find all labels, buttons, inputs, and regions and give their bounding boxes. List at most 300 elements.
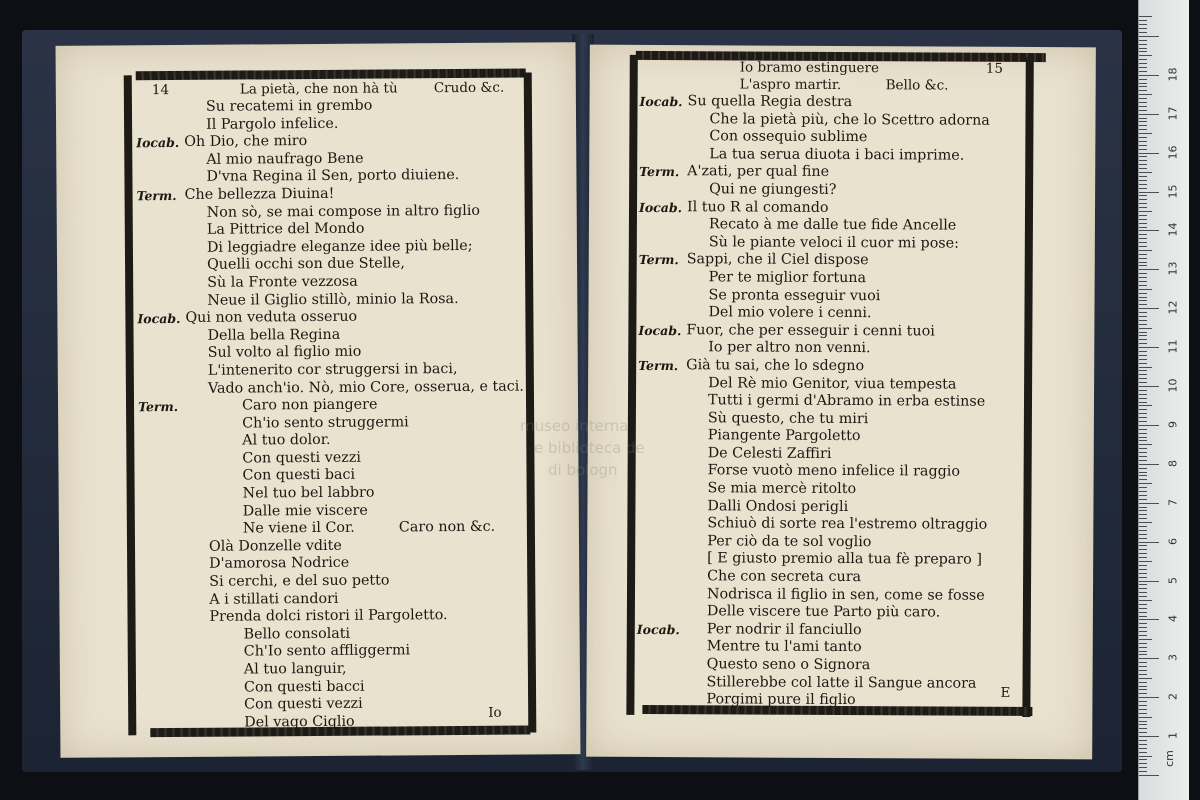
ruler-tick (1139, 269, 1159, 270)
ruler-tick (1139, 94, 1152, 95)
ruler-tick (1139, 48, 1147, 49)
ruler-tick (1139, 740, 1147, 741)
left-header-line: La pietà, che non hà tù (239, 80, 398, 98)
ruler-tick (1139, 335, 1147, 336)
ruler-tick (1139, 557, 1147, 558)
text-line (637, 550, 1027, 570)
ruler-tick (1139, 643, 1147, 644)
ruler-tick (1139, 771, 1147, 772)
ruler-tick (1139, 756, 1152, 757)
ruler-tick (1139, 724, 1147, 725)
ruler-tick (1139, 744, 1147, 745)
ruler-tick (1139, 409, 1147, 410)
ruler-tick (1139, 487, 1147, 488)
ruler-tick (1139, 289, 1152, 290)
text-line (638, 392, 1028, 412)
ruler-tick (1139, 530, 1147, 531)
watermark-line: di bologn (548, 461, 618, 479)
ruler-tick (1139, 510, 1147, 511)
ruler-tick (1139, 24, 1147, 25)
speaker-label: Iocab. (638, 199, 683, 215)
verse-text: Della bella Regina (207, 326, 341, 344)
text-line (637, 568, 1027, 588)
ruler-tick (1139, 545, 1147, 546)
ruler-tick (1139, 507, 1147, 508)
ruler-tick (1139, 343, 1147, 344)
ruler-tick (1139, 355, 1147, 356)
text-line (637, 586, 1027, 606)
ruler-tick (1139, 584, 1147, 585)
verse-text: A i stillati candori (209, 590, 339, 608)
text-line (140, 712, 530, 732)
verse-text: Mentre tu l'ami tanto (706, 638, 862, 656)
ruler-tick (1139, 102, 1147, 103)
ruler-tick (1139, 639, 1152, 640)
verse-text: D'vna Regina il Sen, porto diuiene. (206, 167, 460, 186)
ruler-tick (1139, 172, 1152, 173)
text-line (637, 638, 1027, 658)
left-page (56, 42, 581, 758)
ruler-tick (1139, 600, 1152, 601)
speaker-label: Term. (137, 399, 179, 415)
text-line (637, 621, 1027, 641)
ruler-number: 13 (1166, 261, 1180, 276)
ruler-tick (1139, 429, 1147, 430)
text-line (639, 234, 1029, 254)
ruler-tick (1139, 709, 1147, 710)
text-line (638, 374, 1028, 394)
text-line (637, 498, 1027, 518)
ruler-tick (1139, 526, 1147, 527)
text-line (636, 674, 1026, 694)
ruler-number: 1 (1166, 732, 1180, 740)
ruler-number: 11 (1166, 339, 1180, 354)
ruler-tick (1139, 405, 1152, 406)
ruler-tick (1139, 141, 1147, 142)
ruler-tick (1139, 573, 1147, 574)
text-line (638, 427, 1028, 447)
ruler-tick (1139, 125, 1147, 126)
ruler-tick (1139, 156, 1147, 157)
ruler-tick (1139, 654, 1147, 655)
ruler-tick (1139, 114, 1159, 115)
text-line (638, 304, 1028, 324)
ruler-tick (1139, 425, 1159, 426)
left-page-top-border (136, 69, 526, 81)
verse-text: Oh Dio, che miro (184, 133, 308, 151)
verse-text: Delle viscere tue Parto più caro. (706, 603, 941, 621)
ruler-tick (1139, 522, 1152, 523)
speaker-label: Iocab. (638, 322, 682, 338)
ruler-number: 6 (1166, 537, 1180, 545)
verse-text: D'amorosa Nodrice (209, 555, 350, 573)
ruler-unit: cm (1162, 750, 1176, 767)
verse-text: Per te miglior fortuna (708, 269, 867, 287)
ruler-tick (1139, 28, 1147, 29)
ruler-tick (1139, 106, 1147, 107)
ruler-tick (1139, 666, 1147, 667)
verse-text: Vado anch'io. Nò, mio Core, osserua, e taci. (207, 378, 524, 397)
ruler-tick (1139, 71, 1147, 72)
ruler-tick (1139, 215, 1147, 216)
ruler-tick (1139, 36, 1159, 37)
verse-text: La tua serua diuota i baci imprime. (709, 146, 965, 164)
ruler-tick (1139, 608, 1147, 609)
ruler-tick (1139, 581, 1159, 582)
verse-text: Forse vuotò meno infelice il raggio (707, 462, 960, 481)
ruler-tick (1139, 246, 1147, 247)
ruler-tick (1139, 662, 1147, 663)
ruler-tick (1139, 59, 1147, 60)
ruler-number: 5 (1166, 576, 1180, 584)
ruler-tick (1139, 538, 1147, 539)
verse-text: Bello consolati (243, 625, 351, 643)
text-line (639, 111, 1029, 131)
ruler-tick (1139, 386, 1159, 387)
ruler-tick (1139, 713, 1147, 714)
verse-text: Caro non piangere (241, 396, 378, 414)
ruler-tick (1139, 483, 1152, 484)
ruler-tick (1139, 456, 1147, 457)
ruler-tick (1139, 374, 1147, 375)
ruler-tick (1139, 160, 1147, 161)
ruler-tick (1139, 227, 1147, 228)
ruler-tick (1139, 452, 1147, 453)
ruler-tick (1139, 398, 1147, 399)
ruler-tick (1139, 281, 1147, 282)
ruler-tick (1139, 63, 1147, 64)
speaker-label: Term. (639, 164, 680, 180)
ruler-tick (1139, 192, 1159, 193)
text-line (639, 128, 1029, 148)
ruler-number: 8 (1166, 459, 1180, 467)
ruler-tick (1139, 728, 1147, 729)
speaker-label: Iocab. (137, 311, 181, 327)
ruler-tick (1139, 129, 1147, 130)
ruler-number: 15 (1166, 184, 1180, 198)
ruler-tick (1139, 203, 1147, 204)
ruler-number: 12 (1166, 300, 1180, 315)
ruler-tick (1139, 475, 1147, 476)
ruler-tick (1139, 433, 1147, 434)
ruler-tick (1139, 262, 1147, 263)
ruler-tick (1139, 273, 1147, 274)
text-line (638, 339, 1028, 359)
ruler-tick (1139, 378, 1147, 379)
text-line (637, 656, 1027, 676)
ruler-tick (1139, 616, 1147, 617)
verse-text: Sù le piante veloci il cuor mi pose: (708, 234, 959, 252)
ruler-tick (1139, 367, 1152, 368)
ruler-tick (1139, 693, 1147, 694)
verse-text: Neue il Giglio stillò, minio la Rosa. (207, 290, 459, 309)
ruler-tick (1139, 627, 1147, 628)
text-line (638, 410, 1028, 430)
verse-text: Io per altro non venni. (708, 339, 871, 357)
ruler-tick (1139, 324, 1147, 325)
ruler-tick (1139, 561, 1152, 562)
ruler-tick (1139, 184, 1147, 185)
verse-text: Al tuo languir, (243, 660, 347, 678)
ruler-tick (1139, 736, 1159, 737)
ruler-tick (1139, 444, 1152, 445)
text-line (639, 199, 1029, 219)
ruler-tick (1139, 316, 1147, 317)
ruler-tick (1139, 468, 1147, 469)
ruler-tick (1139, 137, 1147, 138)
ruler-tick (1139, 320, 1147, 321)
verse-text: Su recatemi in grembo (205, 97, 373, 115)
ruler-tick (1139, 647, 1147, 648)
ruler-tick (1139, 495, 1147, 496)
ruler-tick (1139, 285, 1147, 286)
ruler-tick (1139, 514, 1147, 515)
text-line (639, 269, 1029, 289)
ruler-tick (1139, 277, 1147, 278)
right-header-line-2: L'aspro martir. (739, 76, 842, 93)
ruler-number: 14 (1166, 222, 1180, 237)
ruler-tick (1139, 759, 1147, 760)
right-page-text (636, 93, 1029, 711)
verse-text: Nodrisca il figlio in sen, come se fosse (706, 585, 985, 604)
ruler-tick (1139, 635, 1147, 636)
ruler-tick (1139, 472, 1147, 473)
verse-text: Sul volto al figlio mio (207, 344, 362, 362)
ruler-tick (1139, 118, 1147, 119)
verse-text: Al tuo dolor. (242, 432, 331, 449)
measuring-ruler (1138, 0, 1189, 800)
verse-text: Qui non veduta osseruo (185, 308, 358, 327)
ruler-tick (1139, 775, 1159, 776)
ruler-tick (1139, 732, 1147, 733)
right-header-cue: Bello &c. (885, 77, 949, 94)
watermark (520, 415, 645, 481)
left-catchword: Io (488, 704, 502, 721)
ruler-tick (1139, 577, 1147, 578)
ruler-tick (1139, 297, 1147, 298)
ruler-tick (1139, 437, 1147, 438)
verse-text: Piangente Pargoletto (707, 427, 861, 445)
text-line (639, 251, 1029, 271)
ruler-tick (1139, 359, 1147, 360)
ruler-tick (1139, 164, 1147, 165)
ruler-tick (1139, 440, 1147, 441)
ruler-tick (1139, 207, 1147, 208)
ruler-tick (1139, 133, 1152, 134)
ruler-tick (1139, 382, 1147, 383)
ruler-tick (1139, 149, 1147, 150)
speaker-label: Iocab. (639, 93, 683, 110)
ruler-tick (1139, 518, 1147, 519)
ruler-tick (1139, 686, 1147, 687)
verse-text: Porgimi pure il figlio (706, 691, 856, 709)
text-line (638, 357, 1028, 377)
ruler-tick (1139, 464, 1159, 465)
ruler-tick (1139, 705, 1147, 706)
ruler-tick (1139, 312, 1147, 313)
ruler-tick (1139, 619, 1159, 620)
right-page-number: 15 (985, 60, 1003, 77)
verse-text: Quelli occhi son due Stelle, (206, 255, 405, 274)
verse-text: Tutti i germi d'Abramo in erba estinse (707, 392, 986, 410)
verse-text: Di leggiadre eleganze idee più belle; (206, 237, 473, 256)
ruler-tick (1139, 40, 1147, 41)
ruler-tick (1139, 623, 1147, 624)
verse-text: Fuor, che per esseguir i cenni tuoi (686, 321, 935, 340)
verse-text: [ E giusto premio alla tua fè preparo ] (707, 550, 982, 569)
speaker-label: Iocab. (136, 135, 180, 151)
ruler-tick (1139, 55, 1152, 56)
ruler-tick (1139, 499, 1147, 500)
right-page (586, 45, 1096, 760)
ruler-tick (1139, 176, 1147, 177)
ruler-tick (1139, 612, 1147, 613)
ruler-tick (1139, 304, 1147, 305)
verse-text: Sù questo, che tu miri (707, 409, 869, 427)
verse-text: Se mia mercè ritolto (707, 480, 857, 498)
ruler-tick (1139, 479, 1147, 480)
text-line (640, 93, 1030, 113)
text-line (638, 322, 1028, 342)
ruler-tick (1139, 549, 1147, 550)
ruler-tick (1139, 460, 1147, 461)
verse-text: Già tu sai, che lo sdegno (686, 357, 865, 375)
verse-text: Con questi vezzi (244, 695, 363, 713)
ruler-tick (1139, 188, 1147, 189)
ruler-tick (1139, 254, 1147, 255)
verse-text: Ne viene il Cor. (242, 519, 355, 537)
text-line (637, 480, 1027, 500)
ruler-tick (1139, 121, 1147, 122)
ruler-tick (1139, 180, 1147, 181)
ruler-tick (1139, 588, 1147, 589)
ruler-tick (1139, 195, 1147, 196)
verse-text: A'zati, per qual fine (687, 163, 830, 181)
verse-text: Dalli Ondosi perigli (707, 497, 849, 515)
ruler-tick (1139, 75, 1159, 76)
ruler-tick (1139, 592, 1147, 593)
verse-text: Ch'io sento struggermi (242, 414, 409, 432)
ruler-tick (1139, 339, 1147, 340)
ruler-tick (1139, 503, 1159, 504)
verse-text: Nel tuo bel labbro (242, 484, 375, 502)
ruler-tick (1139, 153, 1159, 154)
verse-text: Sù la Fronte vezzosa (207, 273, 358, 291)
ruler-tick (1139, 674, 1147, 675)
speaker-label: Term. (638, 357, 679, 374)
watermark-line: e biblioteca de (534, 439, 645, 457)
verse-text: Al mio naufrago Bene (206, 150, 364, 168)
verse-text: Olà Donzelle vdite (208, 537, 342, 555)
ruler-number: 17 (1166, 106, 1180, 121)
ruler-tick (1139, 332, 1147, 333)
ruler-tick (1139, 250, 1152, 251)
verse-text: Qui ne giungesti? (709, 181, 837, 198)
speaker-label: Iocab. (636, 621, 680, 637)
verse-text: Questo seno o Signora (706, 656, 871, 674)
ruler-tick (1139, 542, 1159, 543)
ruler-tick (1139, 767, 1147, 768)
verse-text: Si cerchi, e del suo petto (209, 572, 390, 590)
text-line (637, 533, 1027, 553)
ruler-number: 4 (1166, 615, 1180, 623)
verse-text: Per nodrir il fanciullo (706, 621, 862, 638)
ruler-number: 18 (1166, 67, 1180, 82)
verse-text: Sappi, che il Ciel dispose (686, 251, 869, 269)
left-page-number: 14 (151, 82, 170, 99)
ruler-number: 7 (1166, 498, 1180, 506)
left-header-cue: Crudo &c. (433, 79, 505, 97)
ruler-tick (1139, 238, 1147, 239)
verse-text: Che la pietà più, che lo Scettro adorna (709, 110, 990, 129)
verse-text: Il tuo R al comando (686, 198, 829, 216)
ruler-tick (1139, 682, 1147, 683)
ruler-tick (1139, 145, 1147, 146)
text-line (637, 515, 1027, 535)
ruler-tick (1139, 242, 1147, 243)
ruler-tick (1139, 678, 1152, 679)
verse-text: Per ciò da te sol voglio (707, 533, 872, 551)
verse-text: Ch'Io sento affliggermi (243, 642, 411, 660)
ruler-tick (1139, 110, 1147, 111)
ruler-tick (1139, 448, 1147, 449)
text-line (639, 163, 1029, 183)
text-line (638, 462, 1028, 482)
ruler-tick (1139, 83, 1147, 84)
ruler-tick (1139, 717, 1152, 718)
verse-text: Del vago Ciglio (244, 713, 355, 731)
ruler-tick (1139, 86, 1147, 87)
ruler-tick (1139, 565, 1147, 566)
ruler-tick (1139, 234, 1147, 235)
text-line (639, 286, 1029, 306)
ruler-tick (1139, 199, 1147, 200)
ruler-number: 9 (1166, 420, 1180, 428)
speaker-label: Term. (136, 187, 177, 204)
verse-text: Prenda dolci ristori il Pargoletto. (209, 607, 448, 625)
ruler-tick (1139, 20, 1147, 21)
ruler-number: 10 (1166, 378, 1180, 393)
ruler-tick (1139, 230, 1159, 231)
ruler-tick (1139, 363, 1147, 364)
ruler-tick (1139, 347, 1159, 348)
verse-text: L'intenerito cor struggersi in baci, (207, 360, 458, 379)
text-line (636, 691, 1026, 711)
ruler-tick (1139, 293, 1147, 294)
ruler-tick (1139, 763, 1147, 764)
ruler-tick (1139, 697, 1159, 698)
ruler-tick (1139, 390, 1147, 391)
left-page-left-border (124, 75, 137, 735)
ruler-tick (1139, 553, 1147, 554)
ruler-tick (1139, 328, 1152, 329)
ruler-tick (1139, 491, 1147, 492)
left-page-text (136, 97, 530, 733)
ruler-tick (1139, 370, 1147, 371)
ruler-tick (1139, 631, 1147, 632)
ruler-tick (1139, 351, 1147, 352)
verse-text: Stillerebbe col latte il Sangue ancora (706, 673, 977, 692)
ruler-tick (1139, 223, 1147, 224)
verse-text: Dalle mie viscere (242, 502, 368, 520)
text-line (638, 445, 1028, 465)
ruler-tick (1139, 701, 1147, 702)
ruler-tick (1139, 168, 1147, 169)
speaker-label: Term. (638, 252, 679, 268)
verse-text: Del mio volere i cenni. (708, 304, 872, 322)
ruler-tick (1139, 651, 1147, 652)
ruler-number: 16 (1166, 145, 1180, 160)
